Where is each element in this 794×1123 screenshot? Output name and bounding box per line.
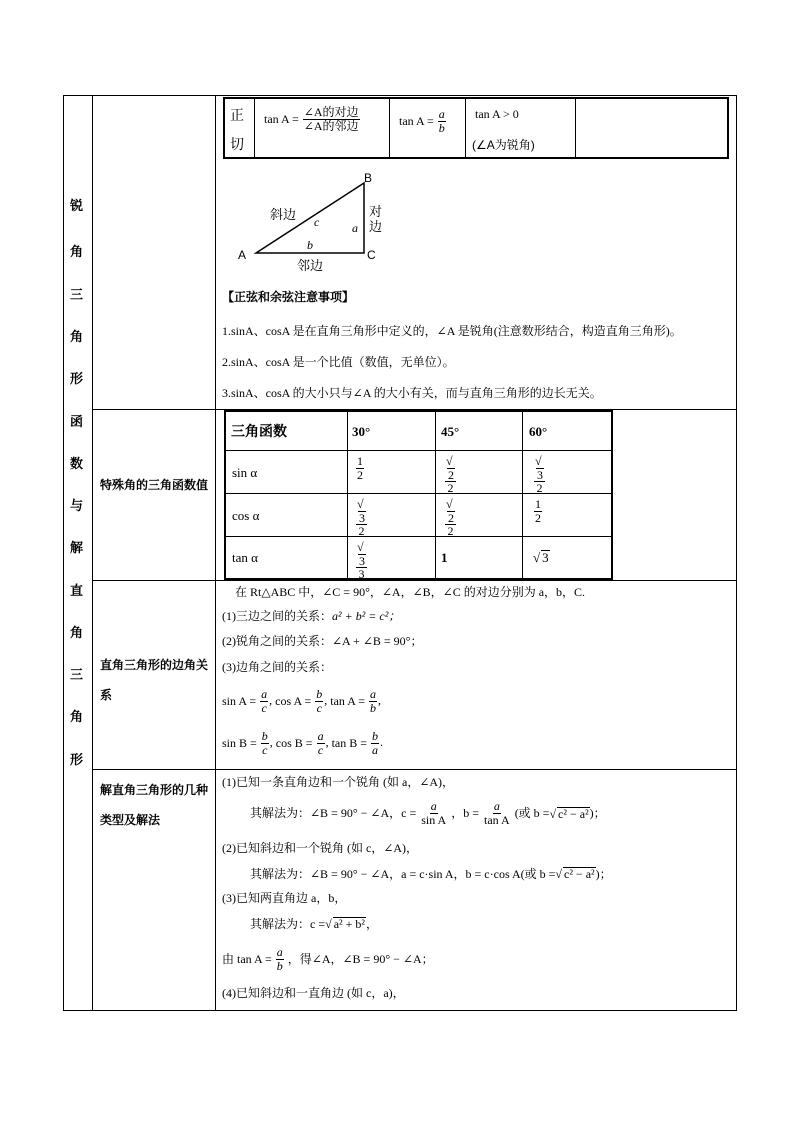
note-item: 1.sinA、cosA 是在直角三角形中定义的，∠A 是锐角(注意数形结合，构造直角三角形)。 xyxy=(222,324,682,338)
relations-item2: (2)锐角之间的关系：∠A + ∠B = 90°； xyxy=(222,634,423,648)
special-fn-tan: tan α xyxy=(232,550,258,565)
pythagorean-formula: a² + b² = c²； xyxy=(332,609,401,623)
title-char: 直 xyxy=(70,583,84,598)
tan-def-fraction xyxy=(303,106,360,132)
relations-intro: 在 Rt△ABC 中，∠C = 90°，∠A，∠B，∠C 的对边分别为 a，b，C. xyxy=(235,585,586,599)
vertex-b-label: B xyxy=(364,171,373,185)
relations-item3: (3)边角之间的关系： xyxy=(222,660,332,674)
relations-row-label: 直角三角形的边角关系 xyxy=(100,658,209,702)
special-table-row-line xyxy=(224,493,613,494)
solving-case3-method: 其解法为：c =√ a² + b²， xyxy=(250,917,379,931)
sin45-value: √ 2 2 xyxy=(446,454,454,496)
cos45-value: √ 2 2 xyxy=(446,497,454,539)
hypotenuse-label: 斜边 xyxy=(270,207,297,222)
adjacent-label: 邻边 xyxy=(297,258,324,273)
row-divider-2 xyxy=(92,580,737,581)
solving-case2: (2)已知斜边和一个锐角 (如 c，∠A)， xyxy=(222,841,419,855)
title-char: 三 xyxy=(70,667,84,682)
sin30-value: $\frac{1}{2}$ xyxy=(357,454,363,482)
title-char: 函 xyxy=(70,414,84,429)
side-a-label: a xyxy=(352,221,358,235)
tangent-col-line xyxy=(465,97,466,159)
frame-left-border xyxy=(63,95,64,1011)
title-char: 角 xyxy=(70,244,84,259)
vertex-c-label: C xyxy=(367,248,376,262)
special-header-45: 45° xyxy=(441,424,460,439)
tangent-col-line xyxy=(254,97,255,159)
special-fn-cos: cos α xyxy=(232,508,260,523)
tangent-col-line xyxy=(389,97,390,159)
note-item: 3.sinA、cosA 的大小只与∠A 的大小有关，而与直角三角形的边长无关。 xyxy=(222,386,602,400)
sin60-value: √ 3 2 xyxy=(535,454,543,496)
title-char: 解 xyxy=(70,540,84,555)
solving-case1: (1)已知一条直角边和一个锐角 (如 a，∠A)， xyxy=(222,775,455,789)
side-b-label: b xyxy=(307,238,313,252)
special-table-row-line xyxy=(224,450,613,451)
title-char: 角 xyxy=(70,329,84,344)
special-fn-sin: sin α xyxy=(232,465,258,480)
tan45-value: 1 xyxy=(441,550,448,565)
special-table-row-line xyxy=(224,536,613,537)
tan30-value: √ 3 3 xyxy=(357,540,365,582)
tan-ratio-prefix: tan A = xyxy=(399,114,434,129)
tan-ratio-num: a xyxy=(438,107,445,121)
special-table-col-line xyxy=(435,410,436,580)
frame-top-border xyxy=(63,95,737,96)
frame-col-divider-2 xyxy=(215,95,216,1011)
special-table-col-line xyxy=(347,410,348,580)
solving-case1-method: 其解法为：∠B = 90° − ∠A，c = $\frac{a}{\text{sin A}}$ ，b = $\frac{a}{\text{tan A}}$ (或 b =√ c² − a²)； xyxy=(250,799,606,827)
special-header-fn: 三角函数 xyxy=(231,423,287,439)
special-table-col-line xyxy=(522,410,523,580)
title-char: 角 xyxy=(70,625,84,640)
tan-def-den: ∠A的邻边 xyxy=(303,118,359,133)
cos30-value: √ 3 2 xyxy=(357,497,365,539)
title-char: 形 xyxy=(70,371,84,386)
cos60-value: $\frac{1}{2}$ xyxy=(535,497,541,525)
tangent-sign: tan A > 0 xyxy=(475,107,519,121)
title-char: 角 xyxy=(70,709,84,724)
tangent-label-bottom: 切 xyxy=(230,136,244,152)
solving-case2-method: 其解法为：∠B = 90° − ∠A，a = c·sin A，b = c·cos A(或 b =√ c² − a²)； xyxy=(250,867,612,881)
tan60-value: √ 3 xyxy=(533,550,549,565)
relations-b-ratios: sin B = $\frac{b}{c}$ , cos B = $\frac{a}{c}$ , tan B = $\frac{b}{a}$ . xyxy=(222,729,383,757)
title-char: 锐 xyxy=(70,198,84,213)
tan-ratio-fraction xyxy=(438,108,446,134)
tangent-label-top: 正 xyxy=(230,107,244,123)
title-char: 三 xyxy=(70,287,84,302)
relations-a-ratios: sin A = $\frac{a}{c}$ , cos A = $\frac{b}{c}$ , tan A = $\frac{a}{b}$ , xyxy=(222,687,382,715)
solving-row-label: 解直角三角形的几种类型及解法 xyxy=(100,783,209,827)
tan-def-prefix: tan A = xyxy=(264,112,299,127)
special-header-60: 60° xyxy=(529,424,548,439)
frame-bottom-border xyxy=(63,1010,737,1011)
opposite-label-2: 边 xyxy=(369,219,383,234)
notes-title: 【正弦和余弦注意事项】 xyxy=(222,290,355,304)
relations-item1: (1)三边之间的关系：a² + b² = c²； xyxy=(222,609,401,623)
tan-ratio-den: b xyxy=(438,120,445,135)
tangent-ratio xyxy=(399,108,447,134)
special-angles-row-label: 特殊角的三角函数值 xyxy=(100,478,209,492)
title-char: 与 xyxy=(70,498,84,513)
note-item: 2.sinA、cosA 是一个比值（数值，无单位）。 xyxy=(222,355,455,369)
vertex-a-label: A xyxy=(238,248,247,262)
tan-def-num: ∠A的对边 xyxy=(303,105,359,119)
row-divider-3 xyxy=(92,769,737,770)
special-header-30: 30° xyxy=(352,424,371,439)
solving-case4: (4)已知斜边和一直角边 (如 c，a)， xyxy=(222,986,405,1000)
solving-case3-tan: 由 tan A = $\frac{a}{b}$ ，得∠A，∠B = 90° − ∠A； xyxy=(222,945,434,973)
solving-case3: (3)已知两直角边 a，b， xyxy=(222,891,347,905)
title-char: 形 xyxy=(70,752,84,767)
tangent-col-line xyxy=(575,97,576,159)
side-c-label: c xyxy=(314,215,320,229)
tangent-definition xyxy=(264,106,361,132)
title-char: 数 xyxy=(70,456,84,471)
frame-right-border xyxy=(736,95,737,1011)
tangent-sign-note: (∠A为锐角) xyxy=(472,138,535,152)
opposite-label-1: 对 xyxy=(369,204,383,219)
frame-col-divider-1 xyxy=(92,95,93,1011)
